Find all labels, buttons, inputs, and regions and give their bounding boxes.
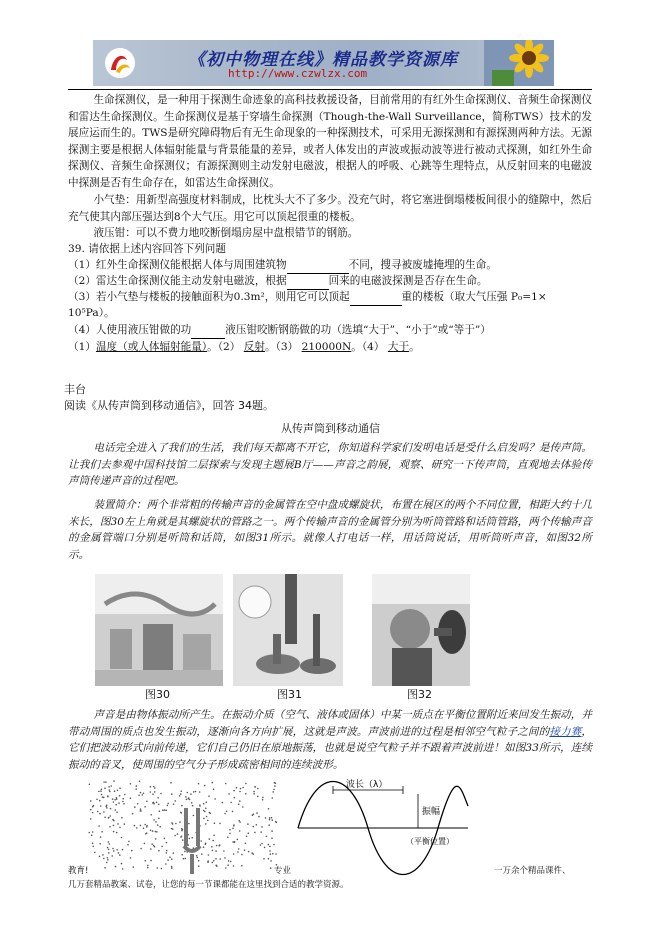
footer-left: 教育!	[68, 866, 89, 876]
header-banner	[93, 40, 554, 86]
answer-blank	[350, 289, 402, 306]
passage-hydraulic-pliers: 液压钳：可以不费力地咬断倒塌房屋中盘根错节的钢筋。	[93, 227, 359, 239]
relay-race-link[interactable]: 接力赛	[549, 725, 582, 738]
footer-right: 一万余个精品课件、	[494, 866, 571, 876]
figure-33-diagram	[88, 776, 588, 876]
site-logo-icon	[103, 46, 137, 80]
figure-31-photo	[233, 574, 343, 686]
region-label: 丰台	[64, 383, 86, 396]
site-title: 《初中物理在线》精品教学资源库	[188, 50, 458, 70]
question-39-2: （2）雷达生命探测仪能主动发射电磁波，根据 回来的电磁波探测是否存在生命。	[68, 273, 598, 290]
answer-3: 210000N	[301, 341, 352, 353]
question-39-answers: （1）温度（或人体辐射能量）。（2） 反射。（3） 210000N。（4） 大于。	[68, 341, 420, 353]
figure-31-caption: 图31	[277, 688, 302, 701]
sound-wave-diagram	[298, 778, 468, 875]
question-39-3: （3）若小气垫与楼板的接触面积为0.3m²，则用它可以顶起 重的楼板（取大气压强 P₀=1×	[68, 289, 598, 306]
footer-mid: 专业	[274, 866, 292, 876]
answer-1: 温度（或人体辐射能量）	[95, 341, 208, 353]
amplitude-label: 振幅	[422, 807, 441, 817]
header-rule	[68, 89, 592, 90]
answer-4: 大于	[387, 341, 410, 353]
passage-life-detector: 生命探测仪，是一种用于探测生命迹象的高科技救援设备，目前常用的有红外生命探测仪、音频生命探测仪和雷达生命探测仪。生命探测仪是基于穿墙生命探测（Though-the-Wall Surveillance，简称TWS）技术的发展应运而生的。TWS是研究障碍物后有无生命现象的一种探测技术，可采用无源探测和有源探测两种方法。无源探测主要是根据人体辐射能量与背景能量的差异，或者人体发出的声波或振动波等进行被动式探测，如红外生命探测仪、音频生命探测仪；有源探测则主动发射电磁波，根据人的呼吸、心跳等生理特点，从反射回来的电磁波中探测是否有生命存在，如雷达生命探测仪。	[68, 94, 592, 189]
footer-line2: 几万套精品教案、试卷，让您的每一节课都能在这里找到合适的教学资源。	[68, 880, 349, 890]
sunflower-icon	[484, 40, 554, 86]
article-paragraph-3: 声音是由物体振动所产生。在振动介质（空气、液体或固体）中某一质点在平衡位置附近来回发生振动，并带动周围的质点也发生振动，逐渐向各方向扩展，这就是声波。声波前进的过程是相邻空气粒子之间的接力赛，它们把波动形式向前传递，它们自己仍旧在原地振荡，也就是说空气粒子并不跟着声波前进！如图33所示，连续振动的音叉，使周围的空气分子形成疏密相间的连续波形。	[68, 709, 593, 771]
figure-32-photo	[372, 574, 470, 686]
article-paragraph-1: 电话完全进入了我们的生活，我们每天都离不开它，你知道科学家们发明电话是受什么启发吗？是传声筒。让我们去参观中国科技馆二层探索与发现主题展B厅——声音之韵展，观察、研究一下传声筒，直观地去体验传声筒传递声音的过程吧。	[68, 442, 592, 488]
question-39-intro: 39. 请依据上述内容回答下列问题	[68, 243, 226, 255]
wavelength-label: 波长（λ）	[346, 780, 388, 790]
figure-32-caption: 图32	[407, 688, 432, 701]
reading-instruction: 阅读《从传声筒到移动通信》，回答 34题。	[64, 399, 274, 412]
site-url: http://www.czwlzx.com	[228, 67, 368, 80]
figure-30-photo	[95, 574, 223, 686]
air-particles	[89, 780, 278, 869]
answer-blank	[287, 273, 329, 290]
passage-air-cushion: 小气垫：用新型高强度材料制成，比枕头大不了多少。没充气时，将它塞进倒塌楼板间很小的缝隙中，然后充气使其内部压强达到8个大气压。用它可以顶起很重的楼板。	[68, 194, 592, 223]
article-title: 从传声筒到移动通信	[281, 422, 380, 435]
answer-blank	[287, 257, 349, 274]
answer-2: 反射	[243, 341, 265, 353]
figure-30-caption: 图30	[145, 688, 170, 701]
question-39-1: （1）红外生命探测仪能根据人体与周围建筑物 不同，搜寻被废墟掩埋的生命。	[68, 257, 598, 274]
question-39-4: （4）人使用液压钳做的功 液压钳咬断钢筋做的功（选填“大于”、“小于”或“等于”）	[68, 322, 598, 339]
equilibrium-label: （平衡位置）	[406, 837, 454, 846]
tuning-fork-icon	[184, 808, 200, 874]
answer-blank	[191, 322, 225, 339]
article-paragraph-2: 装置简介：两个非常粗的传输声音的金属管在空中盘成螺旋状，布置在展区的两个不同位置，相距大约十几米长，图30左上角就是其螺旋状的管路之一。两个传输声音的金属管分别为听筒管路和话筒管路，两个传输声音的金属管端口分别是听筒和话筒，如图31所示。就像人打电话一样，用话筒说话，用听筒听声音，如图32所示。	[68, 499, 592, 561]
question-39-3-cont: 10⁵Pa）。	[68, 307, 115, 319]
